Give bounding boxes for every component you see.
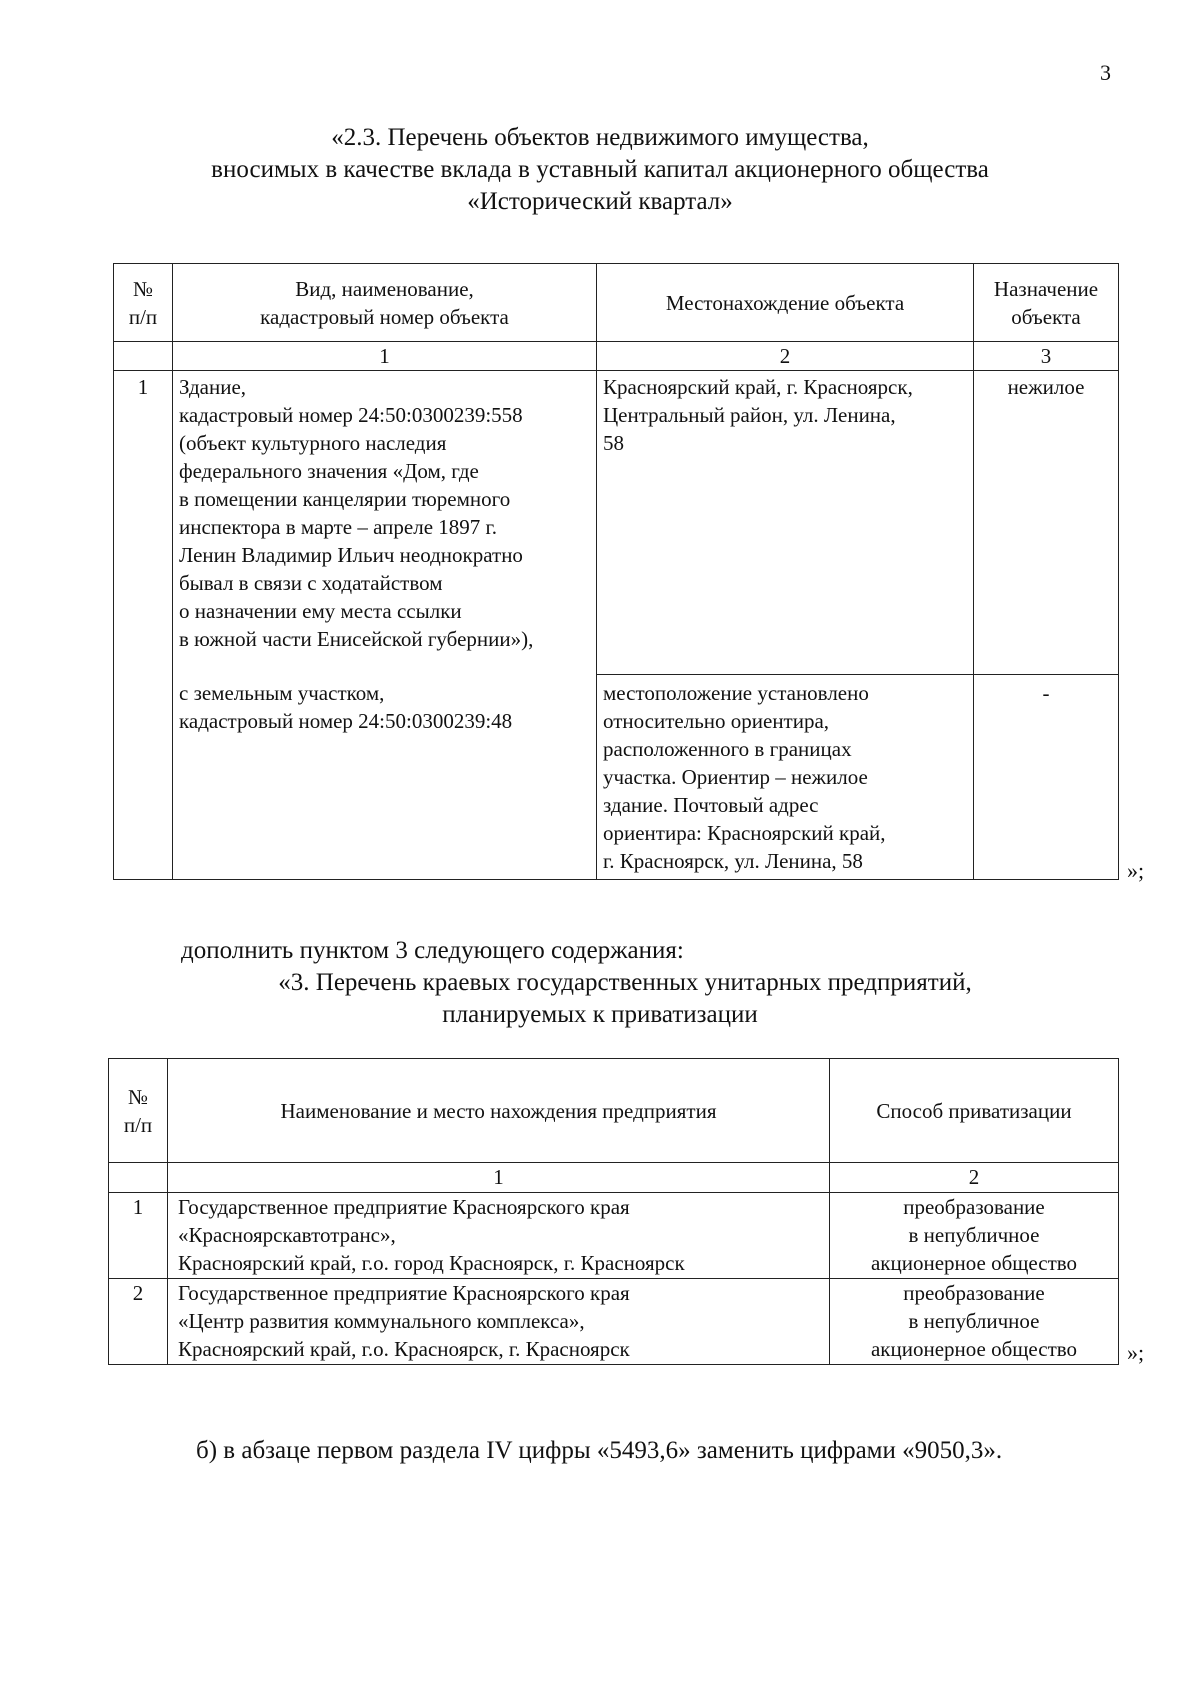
- building-location: Красноярский край, г. Красноярск, Центральный район, ул. Ленина, 58: [597, 371, 974, 675]
- land-plot-description: с земельным участком, кадастровый номер 24:50:0300239:48: [173, 675, 597, 880]
- column-number-1: 1: [168, 1163, 830, 1193]
- building-description: Здание, кадастровый номер 24:50:0300239:558 (объект культурного наследия федерального значения «Дом, где в помещении канцелярии тюремного инспектора в марте – апреле 1897 г. Ленин Владимир Ильич неоднократно бывал в связи с ходатайством о назначении ему места ссылки в южной части Енисейской губернии»),: [173, 371, 597, 675]
- header-privatization-method: Способ приватизации: [830, 1059, 1119, 1163]
- column-number-row: [109, 1163, 1119, 1193]
- row-1-method: преобразование в непубличное акционерное общество: [830, 1193, 1119, 1279]
- table-1-closing-quote: »;: [1127, 858, 1145, 883]
- final-paragraph: б) в абзаце первом раздела IV цифры «5493,6» заменить цифрами «9050,3».: [196, 1437, 1003, 1464]
- row-1-num: 1: [109, 1193, 168, 1279]
- row-2-method: преобразование в непубличное акционерное общество: [830, 1279, 1119, 1365]
- column-number-row: [114, 342, 1119, 371]
- header-num: № п/п: [109, 1059, 168, 1163]
- section-2-3-title-line-2: вносимых в качестве вклада в уставный капитал акционерного общества: [211, 156, 989, 183]
- land-plot-location: местоположение установлено относительно ориентира, расположенного в границах участка. Ориентир – нежилое здание. Почтовый адрес ориентира: Красноярский край, г. Красноярск, ул. Ленина, 58: [597, 675, 974, 880]
- column-number-3: 3: [974, 342, 1119, 371]
- header-enterprise-name: Наименование и место нахождения предприятия: [168, 1059, 830, 1163]
- real-estate-table: [113, 263, 1119, 880]
- table-header-row: [109, 1059, 1119, 1163]
- row-2-num: 2: [109, 1279, 168, 1365]
- column-number-empty: [109, 1163, 168, 1193]
- section-3-title-line-2: планируемых к приватизации: [442, 1001, 758, 1028]
- table-row: [114, 675, 1119, 880]
- row-2-enterprise: Государственное предприятие Красноярского края «Центр развития коммунального комплекса», Красноярский край, г.о. Красноярск, г. Красноярск: [168, 1279, 830, 1365]
- column-number-2: 2: [830, 1163, 1119, 1193]
- table-row: [114, 371, 1119, 675]
- section-2-3-title-line-3: «Исторический квартал»: [467, 188, 733, 215]
- table-2-closing-quote: »;: [1127, 1340, 1145, 1365]
- table-row: [109, 1193, 1119, 1279]
- header-name: Вид, наименование, кадастровый номер объекта: [173, 264, 597, 342]
- row-num: 1: [114, 371, 173, 880]
- page-number: 3: [1100, 60, 1111, 85]
- row-1-enterprise: Государственное предприятие Красноярского края «Красноярскавтотранс», Красноярский край, г.о. город Красноярск, г. Красноярск: [168, 1193, 830, 1279]
- table-header-row: [114, 264, 1119, 342]
- header-purpose: Назначение объекта: [974, 264, 1119, 342]
- column-number-2: 2: [597, 342, 974, 371]
- column-number-empty: [114, 342, 173, 371]
- building-purpose: нежилое: [974, 371, 1119, 675]
- supplement-intro: дополнить пунктом 3 следующего содержания:: [181, 937, 684, 964]
- section-3-title-line-1: «3. Перечень краевых государственных унитарных предприятий,: [278, 969, 972, 996]
- header-location: Местонахождение объекта: [597, 264, 974, 342]
- enterprise-privatization-table: [108, 1058, 1119, 1365]
- column-number-1: 1: [173, 342, 597, 371]
- section-2-3-title-line-1: «2.3. Перечень объектов недвижимого имущества,: [331, 124, 869, 151]
- table-row: [109, 1279, 1119, 1365]
- land-plot-purpose: -: [974, 675, 1119, 880]
- header-num: № п/п: [114, 264, 173, 342]
